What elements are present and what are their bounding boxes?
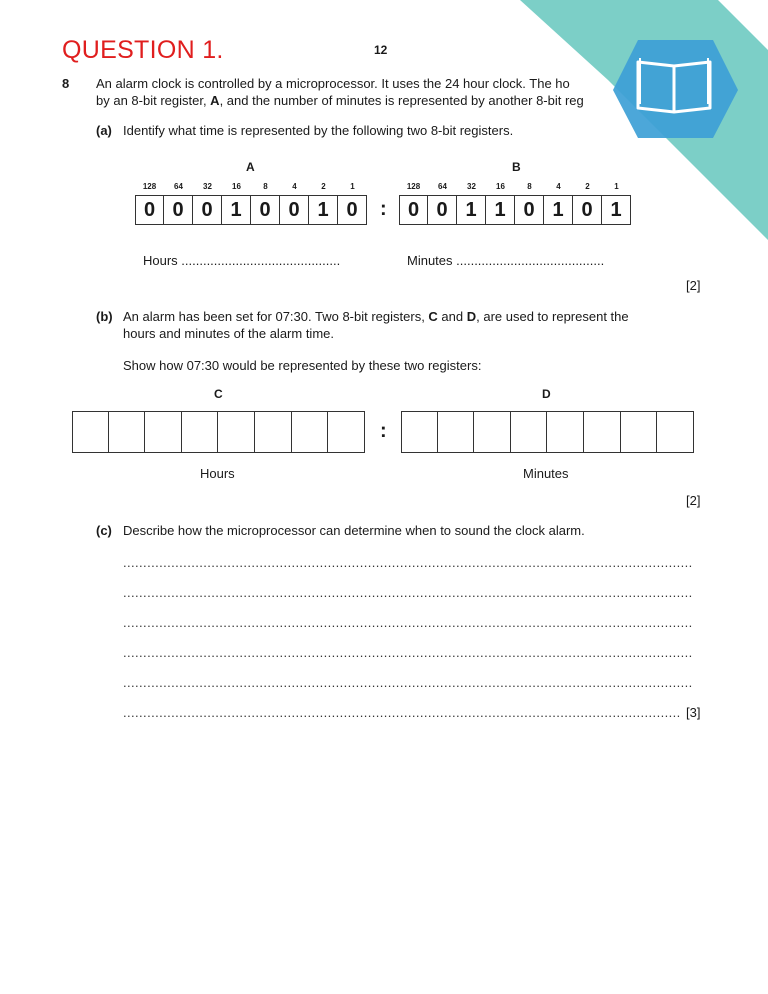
part-c-marks: [3] bbox=[686, 705, 701, 720]
register-separator: : bbox=[380, 198, 387, 220]
weight-label: 16 bbox=[232, 182, 241, 191]
question-banner: QUESTION 1. bbox=[62, 36, 224, 64]
part-b-line-2: hours and minutes of the alarm time. bbox=[123, 326, 334, 341]
bit-cell: 0 bbox=[193, 195, 222, 225]
hours-answer-line[interactable]: Hours ............................................ bbox=[143, 253, 341, 268]
part-b-label: (b) bbox=[96, 309, 113, 324]
register-b bbox=[399, 195, 631, 225]
empty-bit-cell[interactable] bbox=[511, 411, 548, 453]
part-b-show-text: Show how 07:30 would be represented by these two registers: bbox=[123, 358, 482, 373]
minutes-label: Minutes bbox=[523, 466, 569, 481]
empty-bit-cell[interactable] bbox=[182, 411, 219, 453]
bit-cell: 0 bbox=[428, 195, 457, 225]
bit-cell: 1 bbox=[544, 195, 573, 225]
empty-bit-cell[interactable] bbox=[292, 411, 329, 453]
empty-bit-cell[interactable] bbox=[328, 411, 365, 453]
part-a-label: (a) bbox=[96, 123, 112, 138]
empty-bit-cell[interactable] bbox=[109, 411, 146, 453]
register-a bbox=[135, 195, 367, 225]
empty-bit-cell[interactable] bbox=[584, 411, 621, 453]
answer-line[interactable]: .............................................................................................................................................. bbox=[123, 645, 693, 660]
weight-label: 32 bbox=[203, 182, 212, 191]
empty-bit-cell[interactable] bbox=[255, 411, 292, 453]
weight-label: 2 bbox=[585, 182, 590, 191]
bit-cell: 0 bbox=[280, 195, 309, 225]
question-number: 8 bbox=[62, 76, 70, 91]
weight-label: 1 bbox=[614, 182, 619, 191]
intro-line-2: by an 8-bit register, A, and the number of minutes is represented by another 8-bit reg bbox=[96, 93, 584, 108]
answer-line[interactable]: .............................................................................................................................................. bbox=[123, 675, 693, 690]
weight-label: 128 bbox=[406, 182, 421, 191]
register-a-weights bbox=[135, 182, 367, 191]
bit-cell: 1 bbox=[486, 195, 515, 225]
bit-cell: 0 bbox=[399, 195, 428, 225]
empty-bit-cell[interactable] bbox=[621, 411, 658, 453]
weight-label: 4 bbox=[556, 182, 561, 191]
answer-line[interactable]: .............................................................................................................................................. bbox=[123, 615, 693, 630]
weight-label: 1 bbox=[350, 182, 355, 191]
weight-label: 32 bbox=[467, 182, 476, 191]
part-b-line-1: An alarm has been set for 07:30. Two 8-bit registers, C and D, are used to represent the bbox=[123, 309, 629, 324]
register-a-label: A bbox=[246, 160, 255, 174]
bit-cell: 0 bbox=[573, 195, 602, 225]
empty-bit-cell[interactable] bbox=[401, 411, 438, 453]
empty-bit-cell[interactable] bbox=[547, 411, 584, 453]
bit-cell: 1 bbox=[602, 195, 631, 225]
weight-label: 64 bbox=[174, 182, 183, 191]
empty-bit-cell[interactable] bbox=[438, 411, 475, 453]
bit-cell: 0 bbox=[164, 195, 193, 225]
bit-cell: 0 bbox=[135, 195, 164, 225]
register-c bbox=[72, 411, 365, 453]
minutes-answer-line[interactable]: Minutes ......................................... bbox=[407, 253, 605, 268]
weight-label: 2 bbox=[321, 182, 326, 191]
weight-label: 8 bbox=[263, 182, 268, 191]
weight-label: 8 bbox=[527, 182, 532, 191]
weight-label: 16 bbox=[496, 182, 505, 191]
register-d-label: D bbox=[542, 387, 551, 401]
bit-cell: 0 bbox=[515, 195, 544, 225]
bit-cell: 0 bbox=[251, 195, 280, 225]
register-b-weights bbox=[399, 182, 631, 191]
empty-bit-cell[interactable] bbox=[72, 411, 109, 453]
part-b-marks: [2] bbox=[686, 493, 701, 508]
register-separator: : bbox=[380, 420, 387, 442]
page-number: 12 bbox=[374, 43, 388, 57]
empty-bit-cell[interactable] bbox=[145, 411, 182, 453]
register-d bbox=[401, 411, 694, 453]
answer-line[interactable]: .............................................................................................................................................. bbox=[123, 555, 693, 570]
weight-label: 64 bbox=[438, 182, 447, 191]
part-b-text bbox=[123, 308, 705, 342]
register-c-label: C bbox=[214, 387, 223, 401]
weight-label: 4 bbox=[292, 182, 297, 191]
bit-cell: 1 bbox=[309, 195, 338, 225]
part-c-label: (c) bbox=[96, 523, 112, 538]
hours-label: Hours bbox=[200, 466, 235, 481]
question-intro bbox=[96, 75, 656, 109]
answer-line[interactable]: ........................................................................................................................................... bbox=[123, 705, 681, 720]
bit-cell: 1 bbox=[222, 195, 251, 225]
part-a-marks: [2] bbox=[686, 278, 701, 293]
empty-bit-cell[interactable] bbox=[657, 411, 694, 453]
bit-cell: 1 bbox=[457, 195, 486, 225]
intro-line-1: An alarm clock is controlled by a microprocessor. It uses the 24 hour clock. The ho bbox=[96, 76, 570, 91]
answer-line[interactable]: .............................................................................................................................................. bbox=[123, 585, 693, 600]
part-a-prompt: Identify what time is represented by the following two 8-bit registers. bbox=[123, 123, 514, 138]
empty-bit-cell[interactable] bbox=[218, 411, 255, 453]
bit-cell: 0 bbox=[338, 195, 367, 225]
empty-bit-cell[interactable] bbox=[474, 411, 511, 453]
part-c-prompt: Describe how the microprocessor can determine when to sound the clock alarm. bbox=[123, 523, 585, 538]
weight-label: 128 bbox=[142, 182, 157, 191]
register-b-label: B bbox=[512, 160, 521, 174]
